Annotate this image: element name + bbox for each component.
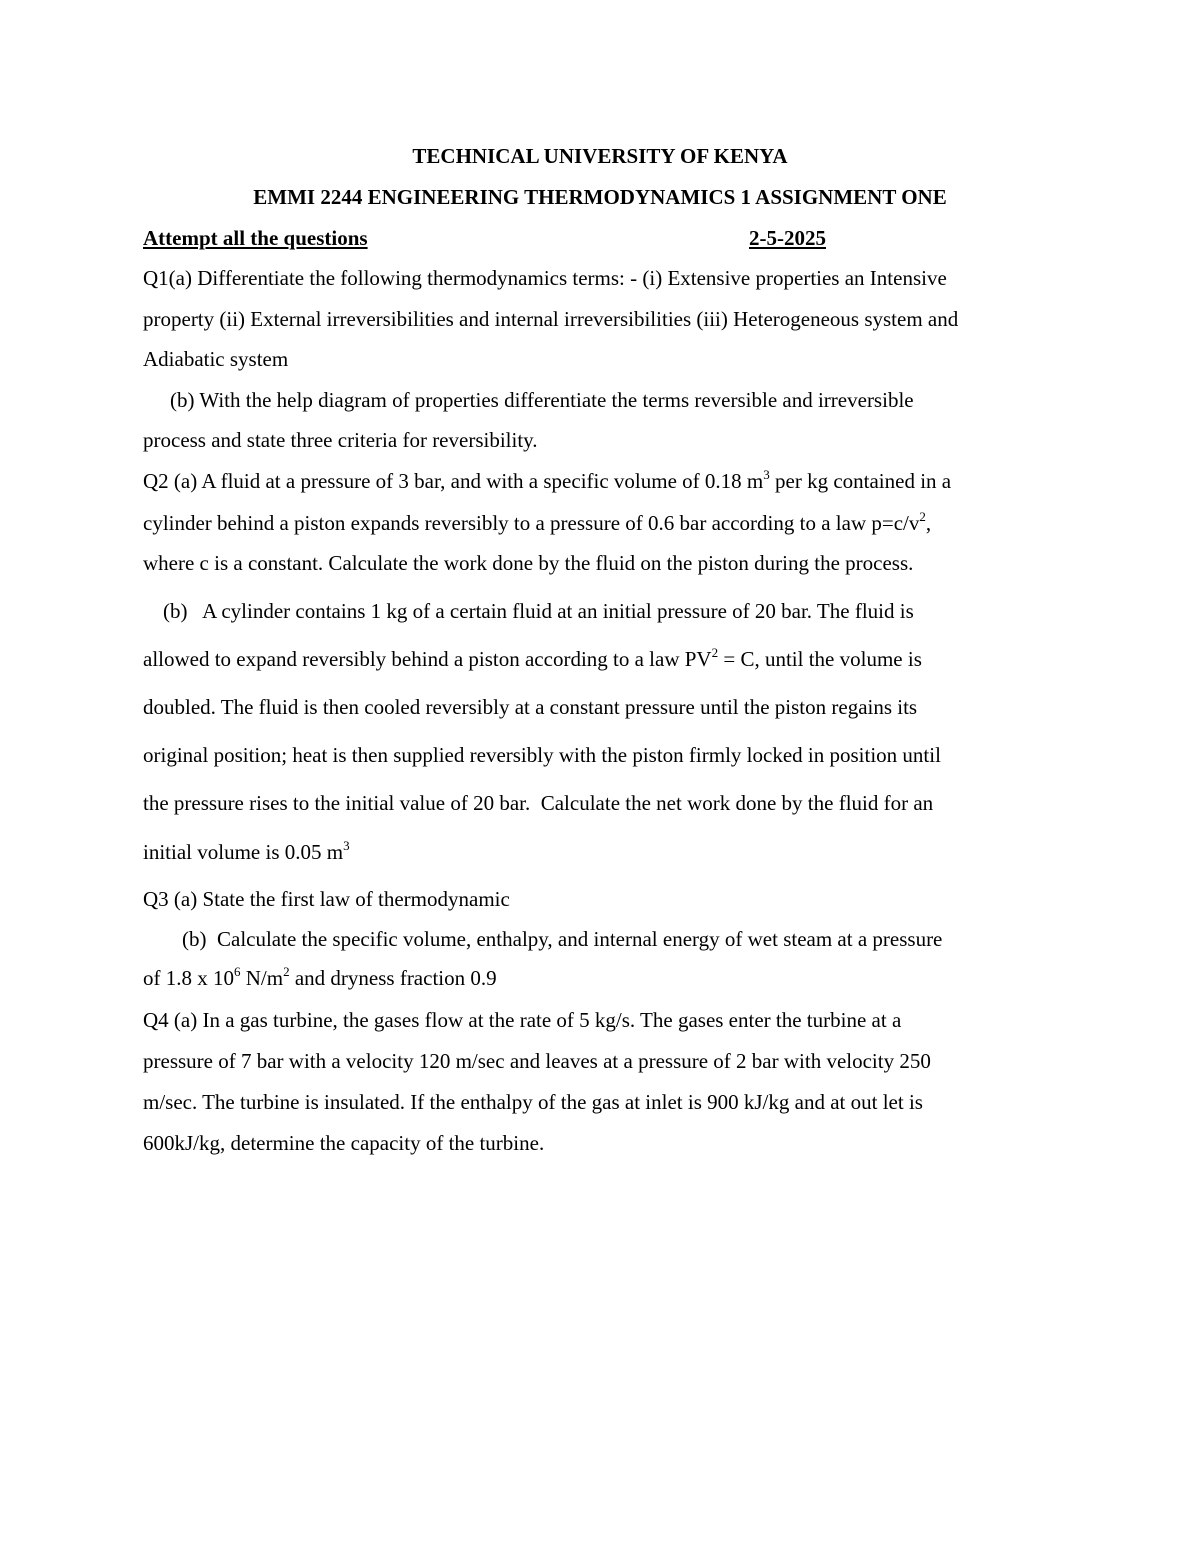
q2b-line-6-text: initial volume is 0.05 m — [143, 840, 344, 864]
q2a-line-2 — [143, 509, 932, 535]
q2a-line-2-text: cylinder behind a piston expands reversibly to a pressure of 0.6 bar according to a law p=c/v — [143, 511, 920, 535]
q2b-line-1: (b) A cylinder contains 1 kg of a certain fluid at an initial pressure of 20 bar. The fluid is — [163, 599, 914, 623]
q2b-line-5: the pressure rises to the initial value of 20 bar. Calculate the net work done by the fluid for an — [143, 791, 934, 815]
q1a-line-3: Adiabatic system — [143, 347, 289, 371]
q2b-line-4: original position; heat is then supplied reversibly with the piston firmly locked in position until — [143, 743, 941, 767]
q3b-line-2-text-end: and dryness fraction 0.9 — [289, 966, 497, 990]
q2b-line-6 — [143, 838, 350, 864]
superscript: 2 — [919, 509, 926, 524]
q2a-line-1-text: Q2 (a) A fluid at a pressure of 3 bar, and with a specific volume of 0.18 m — [143, 469, 764, 493]
q3b-line-1: (b) Calculate the specific volume, enthalpy, and internal energy of wet steam at a pressure — [182, 927, 943, 951]
q2a-line-3: where c is a constant. Calculate the work done by the fluid on the piston during the process. — [143, 551, 914, 575]
q3b-line-2-unit: N/m — [240, 966, 284, 990]
q2a-line-1-text-end: per kg contained in a — [769, 469, 952, 493]
q1b-line-2: process and state three criteria for reversibility. — [143, 428, 538, 452]
q1a-line-1: Q1(a) Differentiate the following thermodynamics terms: - (i) Extensive properties an Intensive — [143, 266, 947, 290]
superscript: 2 — [283, 964, 290, 979]
q2b-line-3: doubled. The fluid is then cooled reversibly at a constant pressure until the piston regains its — [143, 695, 918, 719]
q3b-line-2 — [143, 964, 497, 990]
q1a-line-2: property (ii) External irreversibilities and internal irreversibilities (iii) Heterogeneous system and — [143, 307, 959, 331]
course-title: EMMI 2244 ENGINEERING THERMODYNAMICS 1 ASSIGNMENT ONE — [253, 185, 947, 209]
superscript: 3 — [763, 467, 770, 482]
university-title: TECHNICAL UNIVERSITY OF KENYA — [412, 144, 788, 168]
assignment-date: 2-5-2025 — [749, 226, 826, 250]
superscript: 6 — [234, 964, 241, 979]
instruction-text: Attempt all the questions — [143, 226, 368, 250]
q4a-line-3: m/sec. The turbine is insulated. If the enthalpy of the gas at inlet is 900 kJ/kg and at out let is — [143, 1090, 923, 1114]
q4a-line-4: 600kJ/kg, determine the capacity of the turbine. — [143, 1131, 545, 1155]
superscript: 3 — [343, 838, 350, 853]
q3a-line-1: Q3 (a) State the first law of thermodynamic — [143, 887, 510, 911]
q2b-line-2-text: allowed to expand reversibly behind a piston according to a law PV — [143, 647, 712, 671]
q3b-line-2-text: of 1.8 x 10 — [143, 966, 234, 990]
q1b-line-1: (b) With the help diagram of properties differentiate the terms reversible and irreversible — [170, 388, 914, 412]
q2b-line-2 — [143, 645, 922, 671]
superscript: 2 — [711, 645, 719, 660]
q4a-line-2: pressure of 7 bar with a velocity 120 m/sec and leaves at a pressure of 2 bar with velocity 250 — [143, 1049, 931, 1073]
q2a-line-2-text-end: , — [925, 511, 932, 535]
q4a-line-1: Q4 (a) In a gas turbine, the gases flow at the rate of 5 kg/s. The gases enter the turbine at a — [143, 1008, 902, 1032]
q2a-line-1 — [143, 467, 952, 493]
q2b-line-2-text-end: = C, until the volume is — [718, 647, 922, 671]
